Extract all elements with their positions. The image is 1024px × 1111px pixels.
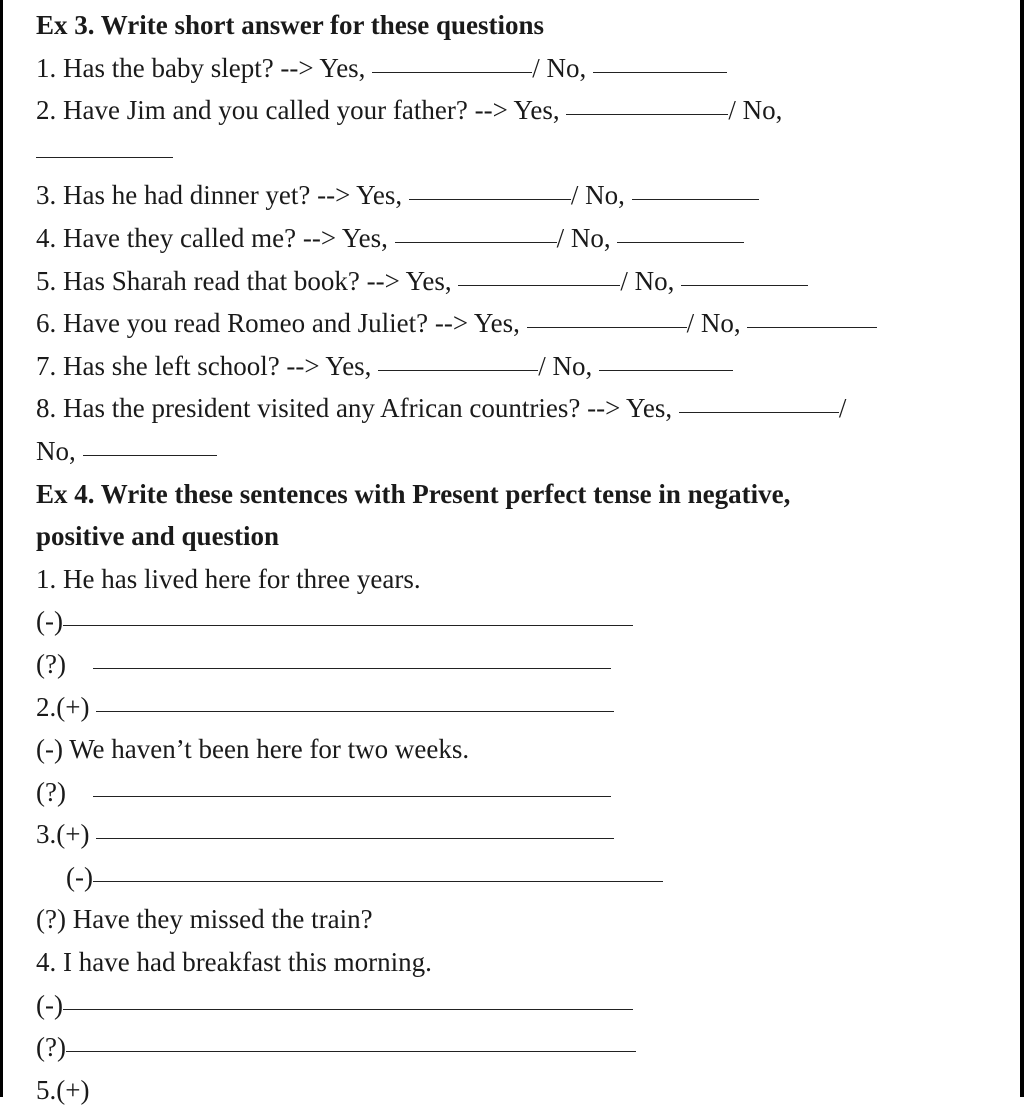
answer-blank[interactable]	[63, 624, 633, 626]
answer-blank[interactable]	[93, 795, 611, 797]
ex3-q8-cont: No,	[36, 430, 1012, 473]
ex4-s3-pos: 3.(+)	[36, 813, 1012, 856]
answer-blank[interactable]	[36, 156, 173, 158]
ex3-q5: 5. Has Sharah read that book? --> Yes, / No,	[36, 260, 1012, 303]
ex4-s1-question: (?)	[36, 643, 1012, 686]
answer-blank[interactable]	[93, 880, 663, 882]
ex4-s3-neg: (-)	[36, 856, 1012, 899]
answer-blank[interactable]	[593, 71, 727, 73]
ex4-s2-neg: (-) We haven’t been here for two weeks.	[36, 734, 470, 765]
answer-blank[interactable]	[566, 113, 728, 115]
answer-blank[interactable]	[66, 1050, 636, 1052]
worksheet-content	[36, 4, 1012, 1111]
ex4-heading-line2: positive and question	[36, 521, 280, 552]
ex3-q8: 8. Has the president visited any African countries? --> Yes, /	[36, 393, 847, 424]
answer-blank[interactable]	[527, 326, 687, 328]
ex4-s1: 1. He has lived here for three years.	[36, 563, 421, 594]
answer-blank[interactable]	[681, 284, 808, 286]
ex4-s1-neg: (-)	[36, 600, 1012, 643]
ex3-heading: Ex 3. Write short answer for these questions	[36, 10, 545, 40]
ex4-s2-question: (?)	[36, 771, 1012, 814]
answer-blank[interactable]	[372, 71, 532, 73]
answer-blank[interactable]	[395, 241, 557, 243]
ex4-s5-pos: 5.(+)	[36, 1074, 90, 1105]
answer-blank[interactable]	[96, 837, 614, 839]
answer-blank[interactable]	[93, 667, 611, 669]
answer-blank[interactable]	[679, 411, 839, 413]
ex3-q7: 7. Has she left school? --> Yes, / No,	[36, 345, 1012, 388]
ex3-q1: 1. Has the baby slept? --> Yes, / No,	[36, 47, 1012, 90]
ex3-q3: 3. Has he had dinner yet? --> Yes, / No,	[36, 174, 1012, 217]
ex4-s3-question: (?) Have they missed the train?	[36, 904, 373, 935]
ex4-s4: 4. I have had breakfast this morning.	[36, 947, 432, 978]
answer-blank[interactable]	[599, 369, 733, 371]
answer-blank[interactable]	[63, 1008, 633, 1010]
ex4-heading-line1: Ex 4. Write these sentences with Present perfect tense in negative,	[36, 478, 791, 509]
ex3-q2: 2. Have Jim and you called your father? --> Yes, / No,	[36, 95, 783, 126]
answer-blank[interactable]	[632, 198, 759, 200]
ex4-s2-pos: 2.(+)	[36, 686, 1012, 729]
ex4-s4-question: (?)	[36, 1026, 1012, 1069]
ex3-q6: 6. Have you read Romeo and Juliet? --> Yes, / No,	[36, 302, 1012, 345]
ex3-q2-cont	[36, 132, 1012, 175]
answer-blank[interactable]	[96, 710, 614, 712]
answer-blank[interactable]	[458, 284, 620, 286]
answer-blank[interactable]	[617, 241, 744, 243]
answer-blank[interactable]	[747, 326, 877, 328]
ex3-q4: 4. Have they called me? --> Yes, / No,	[36, 217, 1012, 260]
answer-blank[interactable]	[83, 454, 217, 456]
answer-blank[interactable]	[378, 369, 538, 371]
answer-blank[interactable]	[409, 198, 571, 200]
ex4-s4-neg: (-)	[36, 984, 1012, 1027]
